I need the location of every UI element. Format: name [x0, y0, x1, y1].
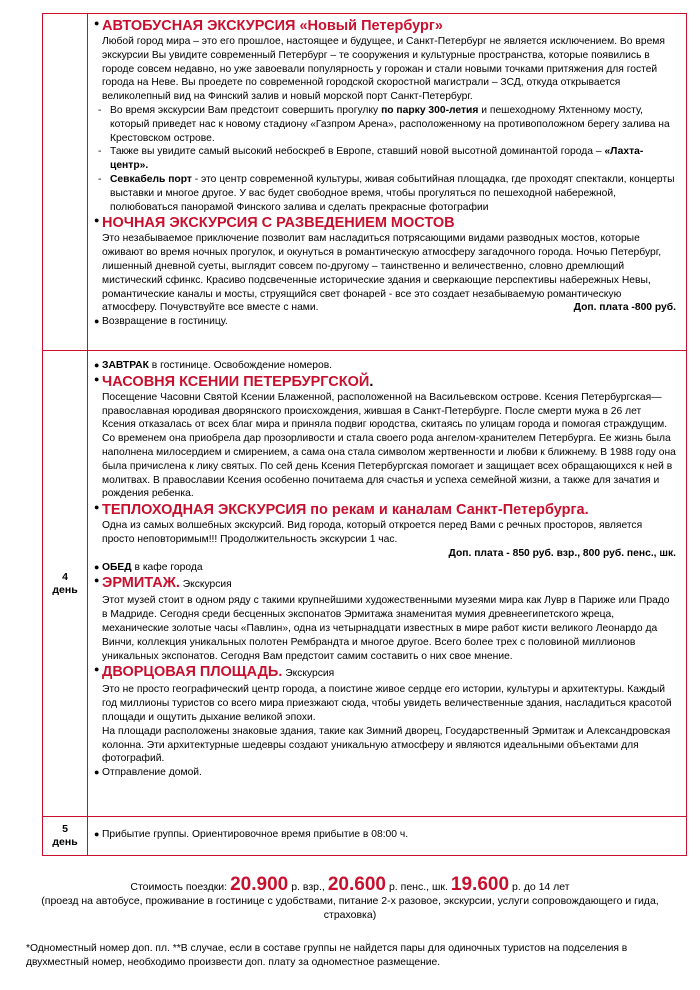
- square-text-2: На площади расположены знаковые здания, такие как Зимний дворец, Государственный Эрмитаж и Александровская колонна. Эти архитектурные шедевры создают уникальную атмосферу и являются идеальными объектами для фотографий.: [102, 725, 671, 765]
- day-word: день: [52, 583, 78, 596]
- return-item: [94, 315, 676, 329]
- item-text: Также вы увидите самый высокий небоскреб в Европе, ставший новой высотной доминантой города –: [110, 146, 605, 158]
- return-text: Возвращение в гостиницу.: [102, 316, 228, 328]
- day-row-5: [43, 817, 686, 855]
- bus-tour-item: [94, 173, 676, 214]
- item-text: и пешеходному Яхтенному мосту, который приведет нас к новому стадиону «Газпром Арена», расположенному на противоположном берегу залива на Крестовском острове.: [110, 104, 670, 144]
- bullet-icon: ●: [94, 18, 100, 28]
- chapel-heading: [94, 373, 676, 391]
- bus-tour-item: [94, 145, 676, 173]
- bullet-icon: ●: [94, 502, 100, 513]
- bus-tour-heading: [94, 17, 676, 35]
- dash-icon: -: [98, 173, 102, 185]
- chapel-text: Посещение Часовни Святой Ксении Блаженной, расположенной на Васильевском острове. Ксения Петербургская— православная юродивая дворянского происхождения, жившая в Санкт-Петербурге. После смерти мужа в 26 лет Ксения отказалась от всех благ мира и приняла подвиг юродства, скитаясь по улицам города и помогая страждущим. Со временем она приобрела дар прозорливости и стала своего рода ангелом-хранителем Петербурга. Ее жизнь была наполнена милосердием и смирением, а сама она стала символом жертвенности и любви к ближнему. В 1988 году она была причислена к лику святых. По сей день Ксения Петербургская помогает и защищает всех обращающихся к ней в молитвах. В православии Ксения особенно почитаема для счастья и успеха семейной жизни, а также для зачатия и рождения ребенка.: [102, 391, 676, 500]
- hermitage-heading: [94, 574, 676, 594]
- item-bold: по парку 300-летия: [381, 104, 479, 116]
- chapel-title: ЧАСОВНЯ КСЕНИИ ПЕТЕРБУРГСКОЙ: [102, 373, 370, 390]
- day-cell-5: [43, 817, 88, 855]
- day-content-4: [88, 351, 686, 816]
- lunch-text: в кафе города: [131, 561, 203, 573]
- bullet-icon: ●: [94, 373, 100, 384]
- square-text-1: Это не просто географический центр города, а поистине живое сердце его истории, культуры и архитектуры. Каждый год миллионы туристов со всего мира приезжают сюда, чтобы увидеть величественные здания, насладиться красотой площади и ощутить дыхание великой эпохи.: [102, 684, 672, 723]
- item-bold: «Лахта-центр».: [110, 146, 644, 172]
- square-heading: [94, 663, 676, 683]
- program-table: [42, 13, 687, 856]
- night-tour-price: Доп. плата -800 руб.: [573, 302, 676, 314]
- day-content-3: [88, 14, 686, 350]
- boat-tour-title: ТЕПЛОХОДНАЯ ЭКСКУРСИЯ по рекам и каналам Санкт-Петербурга.: [102, 502, 589, 519]
- boat-tour-text: Одна из самых волшебных экскурсий. Вид города, который откроется перед Вами с речных просторов, является просто неповторимым!!! Продолжительность экскурсии 1 час.: [102, 520, 643, 545]
- bullet-icon: ●: [94, 829, 100, 840]
- day-row-3: [43, 14, 686, 351]
- night-tour-text: [94, 232, 676, 315]
- day-number: 5: [62, 823, 68, 835]
- bullet-icon: ●: [94, 575, 100, 586]
- price-adult: 20.900: [230, 874, 289, 895]
- price-line: [0, 874, 700, 895]
- arrival-text: Прибытие группы. Ориентировочное время прибытие в 08:00 ч.: [102, 829, 409, 841]
- breakfast-text: в гостинице. Освобождение номеров.: [148, 360, 333, 371]
- price-adult-unit: р. взр.,: [291, 881, 325, 893]
- departure-item: [94, 766, 676, 780]
- breakfast-item: [94, 359, 676, 373]
- breakfast-label: ЗАВТРАК: [102, 360, 149, 371]
- price-child: 19.600: [450, 874, 510, 895]
- bullet-icon: ●: [94, 664, 100, 675]
- day-number: 4: [62, 570, 68, 583]
- footnote: *Одноместный номер доп. пл. **В случае, если в составе группы не найдется пары для одиночных туристов на подселения в двухместный номер, необходимо произвести доп. плату за одноместное размещение.: [26, 943, 628, 968]
- day-cell-4: [43, 351, 88, 816]
- hermitage-title: ЭРМИТАЖ.: [102, 575, 180, 592]
- item-text: Во время экскурсии Вам предстоит совершить прогулку: [110, 104, 382, 116]
- departure-text: Отправление домой.: [102, 767, 202, 779]
- day-word: день: [52, 836, 78, 848]
- chapel-title-dot: .: [369, 373, 374, 390]
- night-tour-heading: [94, 214, 676, 232]
- price-pensioner-unit: р. пенс., шк.: [388, 881, 448, 893]
- day-row-4: [43, 351, 686, 817]
- price-pensioner: 20.600: [327, 874, 386, 895]
- bullet-icon: ●: [94, 561, 100, 572]
- night-tour-title: НОЧНАЯ ЭКСКУРСИЯ С РАЗВЕДЕНИЕМ МОСТОВ: [102, 215, 455, 232]
- hermitage-subtitle: Экскурсия: [179, 579, 232, 591]
- bullet-icon: ●: [94, 360, 100, 370]
- price-block: [0, 874, 700, 922]
- item-bold: Севкабель порт: [110, 173, 192, 185]
- dash-icon: -: [98, 146, 102, 158]
- price-includes: (проезд на автобусе, проживание в гостинице с удобствами, питание 2-х разовое, экскурсии, услуги сопровождающего и гида, страховка): [41, 895, 659, 921]
- bus-tour-title: АВТОБУСНАЯ ЭКСКУРСИЯ «Новый Петербург»: [102, 18, 443, 34]
- bullet-icon: ●: [94, 767, 100, 778]
- bullet-icon: ●: [94, 215, 100, 226]
- price-child-unit: р. до 14 лет: [512, 881, 570, 893]
- lunch-item: [94, 561, 676, 575]
- boat-tour-price: Доп. плата - 850 руб. взр., 800 руб. пенс., шк.: [448, 547, 676, 559]
- hermitage-text: Этот музей стоит в одном ряду с такими крупнейшими художественными музеями мира как Лувр в Париже или Прадо в Мадриде. Сегодня среди бесценных экспонатов Эрмитажа знаменитая мумия древнеегипетского жреца, механические золотые часы «Павлин», одна из четырнадцати известных в мире работ кисти великого Леонардо да Винчи, коллекция уникальных полотен Рембрандта и многое другое. Всего более трех с половиной миллионов уникальных экспонатов. Сегодня Вам предстоит самим составить о них свое мнение.: [102, 595, 670, 662]
- square-title: ДВОРЦОВАЯ ПЛОЩАДЬ.: [102, 664, 283, 681]
- price-label: Стоимость поездки:: [130, 881, 228, 893]
- lunch-label: ОБЕД: [102, 561, 132, 573]
- bus-tour-item: [94, 104, 676, 145]
- item-text: - это центр современной культуры, живая событийная площадка, где проходят спектакли, концерты выставки и многое другое. У вас будет свободное время, чтобы прогуляться по пешеходной набережной, полюбоваться панорамой Финского залива и сделать прекрасные фотографии: [110, 173, 675, 213]
- square-subtitle: Экскурсия: [282, 668, 335, 680]
- day-cell-empty: [43, 14, 88, 350]
- bus-tour-text: Любой город мира – это его прошлое, настоящее и будущее, и Санкт-Петербург не является исключением. Во время экскурсии Вы увидите современный Петербург – те сооружения и культурные пространства, которые появились в городе совсем недавно, но уже завоевали популярность у горожан и стали новыми точками притяжения для гостей города на Неве. Вы проедете по современной городской скоростной магистрали – ЗСД, откуда открывается великолепный вид на Финский залив и новый морской порт Санкт-Петербург.: [102, 36, 665, 103]
- arrival-item: [94, 828, 408, 842]
- bullet-icon: ●: [94, 316, 100, 327]
- boat-tour-heading: [94, 501, 676, 519]
- night-tour-description: Это незабываемое приключение позволит вам насладиться потрясающими видами разводных мостов, которые оживают во время ночных прогулок, и окунуться в романтическую атмосферу загадочного города. Ночью Петербург, лишенный дневной суеты, выглядит совсем по-другому – таинственно и величественно, словно дремлющий мистический сфинкс. Красиво подсвеченные исторические здания и сверкающие перспективы набережных Невы, романтические каналы и мосты, струящийся свет фонарей - все это создает незабываемую романтическую атмосферу. Почувствуйте все вместе с нами.: [102, 233, 662, 314]
- day-content-5: [88, 817, 686, 855]
- dash-icon: -: [98, 104, 102, 116]
